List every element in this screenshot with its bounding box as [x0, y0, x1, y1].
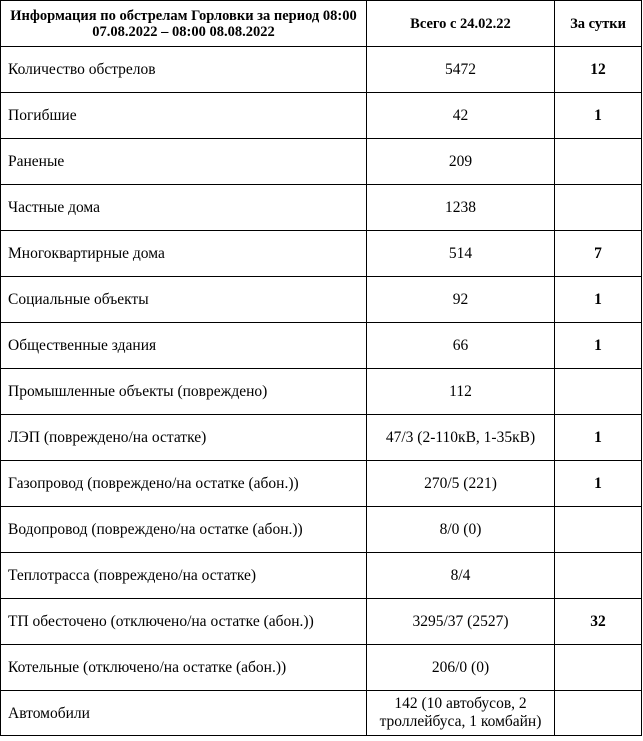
table-row — [1, 93, 642, 139]
row-daily — [555, 553, 642, 599]
header-total: Всего с 24.02.22 — [367, 1, 555, 47]
header-daily: За сутки — [555, 1, 642, 47]
row-total: 47/3 (2-110кВ, 1-35кВ) — [367, 415, 555, 461]
table-row — [1, 185, 642, 231]
table-row — [1, 415, 642, 461]
header-row — [1, 1, 642, 47]
row-label: Общественные здания — [1, 323, 367, 369]
row-label: Водопровод (повреждено/на остатке (абон.)) — [1, 507, 367, 553]
row-daily — [555, 369, 642, 415]
row-label: Котельные (отключено/на остатке (абон.)) — [1, 645, 367, 691]
row-daily — [555, 691, 642, 736]
row-label: Многоквартирные дома — [1, 231, 367, 277]
row-daily — [555, 645, 642, 691]
row-total: 8/0 (0) — [367, 507, 555, 553]
table-row — [1, 691, 642, 736]
row-daily — [555, 507, 642, 553]
table-row — [1, 645, 642, 691]
row-label: Газопровод (повреждено/на остатке (абон.)) — [1, 461, 367, 507]
row-daily: 1 — [555, 415, 642, 461]
row-daily: 1 — [555, 93, 642, 139]
row-daily: 12 — [555, 47, 642, 93]
row-total: 8/4 — [367, 553, 555, 599]
row-total: 142 (10 автобусов, 2 троллейбуса, 1 комбайн) — [367, 691, 555, 736]
table-row — [1, 507, 642, 553]
table-row — [1, 139, 642, 185]
row-label: Социальные объекты — [1, 277, 367, 323]
row-total: 514 — [367, 231, 555, 277]
row-label: ТП обесточено (отключено/на остатке (абон.)) — [1, 599, 367, 645]
row-total: 42 — [367, 93, 555, 139]
header-period: Информация по обстрелам Горловки за период 08:00 07.08.2022 – 08:00 08.08.2022 — [1, 1, 367, 47]
row-label: ЛЭП (повреждено/на остатке) — [1, 415, 367, 461]
row-daily: 1 — [555, 323, 642, 369]
row-total: 66 — [367, 323, 555, 369]
row-total: 206/0 (0) — [367, 645, 555, 691]
row-total: 112 — [367, 369, 555, 415]
table-row — [1, 553, 642, 599]
row-total: 270/5 (221) — [367, 461, 555, 507]
row-daily: 1 — [555, 277, 642, 323]
table-row — [1, 369, 642, 415]
row-label: Раненые — [1, 139, 367, 185]
row-daily: 1 — [555, 461, 642, 507]
row-total: 3295/37 (2527) — [367, 599, 555, 645]
row-total: 5472 — [367, 47, 555, 93]
row-label: Автомобили — [1, 691, 367, 736]
row-label: Количество обстрелов — [1, 47, 367, 93]
row-daily — [555, 139, 642, 185]
row-label: Частные дома — [1, 185, 367, 231]
row-total: 1238 — [367, 185, 555, 231]
row-label: Промышленные объекты (повреждено) — [1, 369, 367, 415]
table-row — [1, 231, 642, 277]
table-row — [1, 599, 642, 645]
row-total: 92 — [367, 277, 555, 323]
row-label: Погибшие — [1, 93, 367, 139]
table-row — [1, 277, 642, 323]
table-row — [1, 47, 642, 93]
table-row — [1, 461, 642, 507]
row-daily: 7 — [555, 231, 642, 277]
row-label: Теплотрасса (повреждено/на остатке) — [1, 553, 367, 599]
row-total: 209 — [367, 139, 555, 185]
row-daily — [555, 185, 642, 231]
table-row — [1, 323, 642, 369]
row-daily: 32 — [555, 599, 642, 645]
